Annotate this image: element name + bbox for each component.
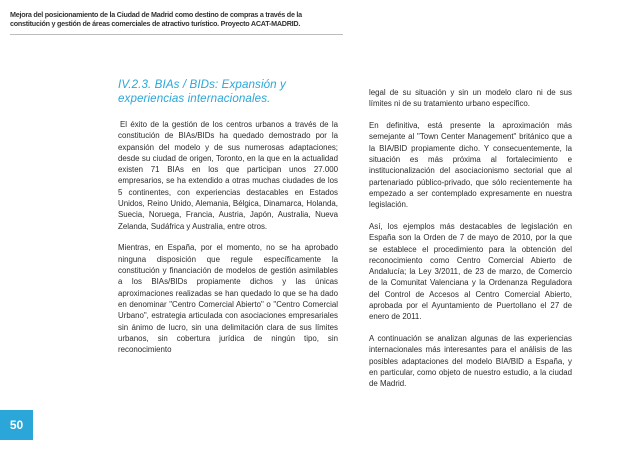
left-column	[118, 78, 338, 366]
right-paragraph-4: A continuación se analizan algunas de las experiencias internacionales más interesantes para el análisis de las posibles adaptaciones del modelo BIA/BID a España, y en particular, como objeto de nuestro estudio, a la ciudad de Madrid.	[369, 334, 572, 389]
left-paragraph-1: El éxito de la gestión de los centros urbanos a través de la constitución de BIAs/BIDs ha quedado demostrado por la expansión del modelo y de sus numerosas adaptaciones; desde su ciudad de origen, Toronto, en la que en la actualidad existen 71 BIAs en los que participan unos 27.000 empresarios, se ha extendido a otras muchas ciudades de los 5 continentes, con experiencias destacables en Estados Unidos, Reino Unido, Alemania, Bélgica, Dinamarca, Holanda, Suecia, Noruega, Francia, Austria, Japón, Australia, Nueva Zelanda, Sudáfrica y Australia, entre otros.	[118, 120, 338, 231]
running-header	[10, 10, 340, 28]
header-divider	[10, 34, 343, 35]
right-column	[369, 87, 572, 400]
running-header-line-1: Mejora del posicionamiento de la Ciudad de Madrid como destino de compras a través de la	[10, 10, 302, 19]
section-title-line-1: IV.2.3. BIAs / BIDs: Expansión y	[118, 78, 286, 91]
right-paragraph-2: En definitiva, está presente la aproximación más semejante al "Town Center Management" británico que a la BIA/BID propiamente dicho. Y consecuentemente, la situación es más próxima al fortalecimiento e institucionalización del asociacionismo sectorial que al partenariado público-privado, que sólo recientemente ha empezado a ser contemplado expresamente en nuestra legislación.	[369, 121, 572, 210]
left-paragraph-2: Mientras, en España, por el momento, no se ha aprobado ninguna disposición que regule específicamente la constitución y financiación de modelos de gestión asimilables a los BIAs/BIDs propiamente dichos y las únicas aproximaciones realizadas se han quedado lo que se ha dado en denominar "Centro Comercial Abierto" o "Centro Comercial Urbano", estrategia articulada con asociaciones empresariales sin ánimo de lucro, sin una delimitación clara de sus límites urbanos, sin cobertura jurídica de ningún tipo, sin reconocimiento	[118, 243, 338, 355]
section-title-line-2: experiencias internacionales.	[118, 91, 271, 105]
page-number-badge: 50	[0, 410, 33, 440]
right-paragraph-3: Así, los ejemplos más destacables de legislación en España son la Orden de 7 de mayo de 2010, por la que se establece el procedimiento para la obtención del reconocimiento como Centro Comercial Abierto de Andalucía; la Ley 3/2011, de 23 de marzo, de Comercio de la Comunitat Valenciana y la Ordenanza Reguladora del Control de Accesos al Centro Comercial Abierto, aprobada por el Ayuntamiento de Puertollano el 27 de enero de 2011.	[369, 221, 572, 322]
section-title	[118, 78, 338, 105]
right-paragraph-1: legal de su situación y sin un modelo claro ni de sus límites ni de su tratamiento urbano específico.	[369, 88, 572, 109]
running-header-line-2: constitución y gestión de áreas comerciales de atractivo turístico. Proyecto ACAT-MADRID.	[10, 19, 301, 28]
